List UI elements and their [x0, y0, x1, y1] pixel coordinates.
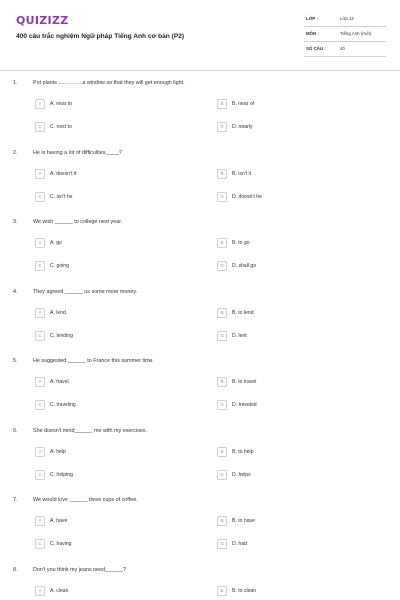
info-value: 40 [340, 46, 345, 51]
worksheet-header [0, 0, 400, 70]
option-text: B. isn't it [232, 170, 252, 177]
option-letter-badge: B [217, 516, 227, 526]
answer-option-a[interactable] [33, 516, 213, 528]
option-letter-badge: C [35, 192, 45, 202]
option-letter-badge: D [217, 331, 227, 341]
option-text: C. traveling [50, 402, 76, 408]
option-letter-badge: A [35, 516, 45, 526]
answer-option-b[interactable] [215, 516, 395, 528]
question-text: We would love ______ three cups of coffee. [33, 497, 138, 503]
info-row-class [304, 12, 386, 27]
question-number: 3. [13, 219, 18, 225]
option-text: A. help [50, 448, 66, 455]
option-text: B. to have [232, 518, 255, 524]
question-number: 6. [13, 427, 18, 434]
answer-option-b[interactable] [215, 447, 395, 459]
answer-option-b[interactable] [215, 377, 395, 389]
option-letter-badge: D [217, 400, 227, 410]
option-text: A. near to [50, 101, 73, 107]
question-number: 2. [13, 149, 18, 156]
info-row-subject [304, 27, 386, 42]
answer-option-c[interactable] [33, 539, 213, 551]
option-text: C. isn't he [50, 193, 73, 200]
option-text: D. nearly [232, 124, 253, 130]
worksheet-info-panel [304, 12, 386, 57]
answer-option-c[interactable] [33, 261, 213, 273]
answer-option-c[interactable] [33, 192, 213, 204]
answer-option-d[interactable] [215, 192, 395, 204]
option-text: B. near of [232, 101, 255, 107]
option-text: B. to lend [232, 309, 254, 316]
option-text: B. to help [232, 448, 254, 455]
option-text: A. doesn't it [50, 170, 77, 177]
answer-option-d[interactable] [215, 261, 395, 273]
answer-option-c[interactable] [33, 400, 213, 412]
question-text: He is having a lot of difficulties,____? [33, 149, 122, 156]
option-letter-badge: A [35, 308, 45, 318]
option-letter-badge: B [217, 169, 227, 179]
option-letter-badge: A [35, 238, 45, 248]
info-label: LỚP : [306, 16, 318, 21]
question-item [0, 495, 400, 565]
question-item [0, 356, 400, 426]
option-letter-badge: D [217, 261, 227, 271]
option-letter-badge: A [35, 586, 45, 596]
option-text: C. next to [50, 124, 72, 130]
answer-option-c[interactable] [33, 470, 213, 482]
question-text: She doesn't mind______ me with my exercises. [33, 427, 147, 434]
option-text: D. doesn't he [232, 193, 262, 200]
option-text: A. travel [50, 379, 69, 385]
header-divider [0, 70, 400, 71]
info-value: Tiếng Anh (mới) [340, 31, 372, 36]
option-text: D. lent [232, 332, 247, 339]
answer-option-b[interactable] [215, 169, 395, 181]
option-text: A. clean [50, 587, 69, 594]
answer-option-b[interactable] [215, 99, 395, 111]
info-label: SỐ CÂU : [306, 46, 326, 51]
answer-option-b[interactable] [215, 308, 395, 320]
option-letter-badge: C [35, 122, 45, 132]
answer-option-a[interactable] [33, 586, 213, 598]
question-number: 4. [13, 288, 18, 295]
answer-option-d[interactable] [215, 122, 395, 134]
question-number: 8. [13, 566, 18, 573]
option-letter-badge: B [217, 238, 227, 248]
answer-option-a[interactable] [33, 308, 213, 320]
option-letter-badge: B [217, 308, 227, 318]
option-letter-badge: C [35, 261, 45, 271]
option-text: C. going [50, 263, 69, 269]
question-item [0, 217, 400, 287]
question-number: 1. [13, 80, 18, 86]
answer-option-a[interactable] [33, 169, 213, 181]
answer-option-d[interactable] [215, 539, 395, 551]
option-letter-badge: C [35, 400, 45, 410]
question-text: We wish ______ to college next year. [33, 219, 123, 225]
info-label: MÔN : [306, 31, 319, 36]
option-text: C. having [50, 541, 72, 547]
question-item [0, 78, 400, 148]
answer-option-c[interactable] [33, 331, 213, 343]
answer-option-a[interactable] [33, 377, 213, 389]
option-letter-badge: C [35, 470, 45, 480]
option-text: A. lend [50, 309, 66, 316]
answer-option-a[interactable] [33, 238, 213, 250]
answer-option-a[interactable] [33, 447, 213, 459]
option-letter-badge: A [35, 377, 45, 387]
question-number: 5. [13, 358, 18, 364]
answer-option-c[interactable] [33, 122, 213, 134]
worksheet-title: 400 câu trắc nghiệm Ngữ pháp Tiếng Anh cơ bản (P2) [16, 33, 185, 40]
option-letter-badge: B [217, 586, 227, 596]
option-letter-badge: A [35, 99, 45, 109]
option-text: A. have [50, 518, 68, 524]
option-text: D. traveled [232, 402, 257, 408]
answer-option-d[interactable] [215, 400, 395, 412]
option-text: A. go [50, 240, 62, 246]
option-letter-badge: D [217, 122, 227, 132]
question-item [0, 426, 400, 496]
option-letter-badge: A [35, 447, 45, 457]
option-text: B. to travel [232, 379, 257, 385]
question-number: 7. [13, 497, 18, 503]
option-text: D. had [232, 541, 248, 547]
answer-option-b[interactable] [215, 586, 395, 598]
question-text: Put plants ............... a window so that they will get enough light. [33, 80, 185, 86]
answer-option-d[interactable] [215, 331, 395, 343]
info-row-question-count [304, 42, 386, 57]
option-text: B. to clean [232, 587, 257, 594]
info-value: Lớp 12 [340, 16, 354, 21]
option-text: C. lending [50, 332, 73, 339]
quizizz-logo: QUIZIZZ [16, 14, 69, 27]
option-letter-badge: D [217, 470, 227, 480]
question-text: He suggested ______ to France this summer time. [33, 358, 155, 364]
question-item [0, 565, 400, 600]
option-letter-badge: B [217, 447, 227, 457]
option-text: B. to go [232, 240, 250, 246]
question-item [0, 287, 400, 357]
option-letter-badge: B [217, 377, 227, 387]
answer-option-d[interactable] [215, 470, 395, 482]
option-text: D. shall go [232, 263, 257, 269]
question-item [0, 148, 400, 218]
option-letter-badge: D [217, 539, 227, 549]
option-text: C. helping [50, 471, 73, 478]
option-letter-badge: B [217, 99, 227, 109]
option-letter-badge: A [35, 169, 45, 179]
question-text: They agreed ______ us some more money. [33, 288, 138, 295]
option-letter-badge: D [217, 192, 227, 202]
answer-option-b[interactable] [215, 238, 395, 250]
option-letter-badge: C [35, 539, 45, 549]
option-text: D. helps [232, 471, 251, 478]
question-list [0, 78, 400, 600]
answer-option-a[interactable] [33, 99, 213, 111]
option-letter-badge: C [35, 331, 45, 341]
question-text: Don't you think my jeans need______? [33, 566, 127, 573]
